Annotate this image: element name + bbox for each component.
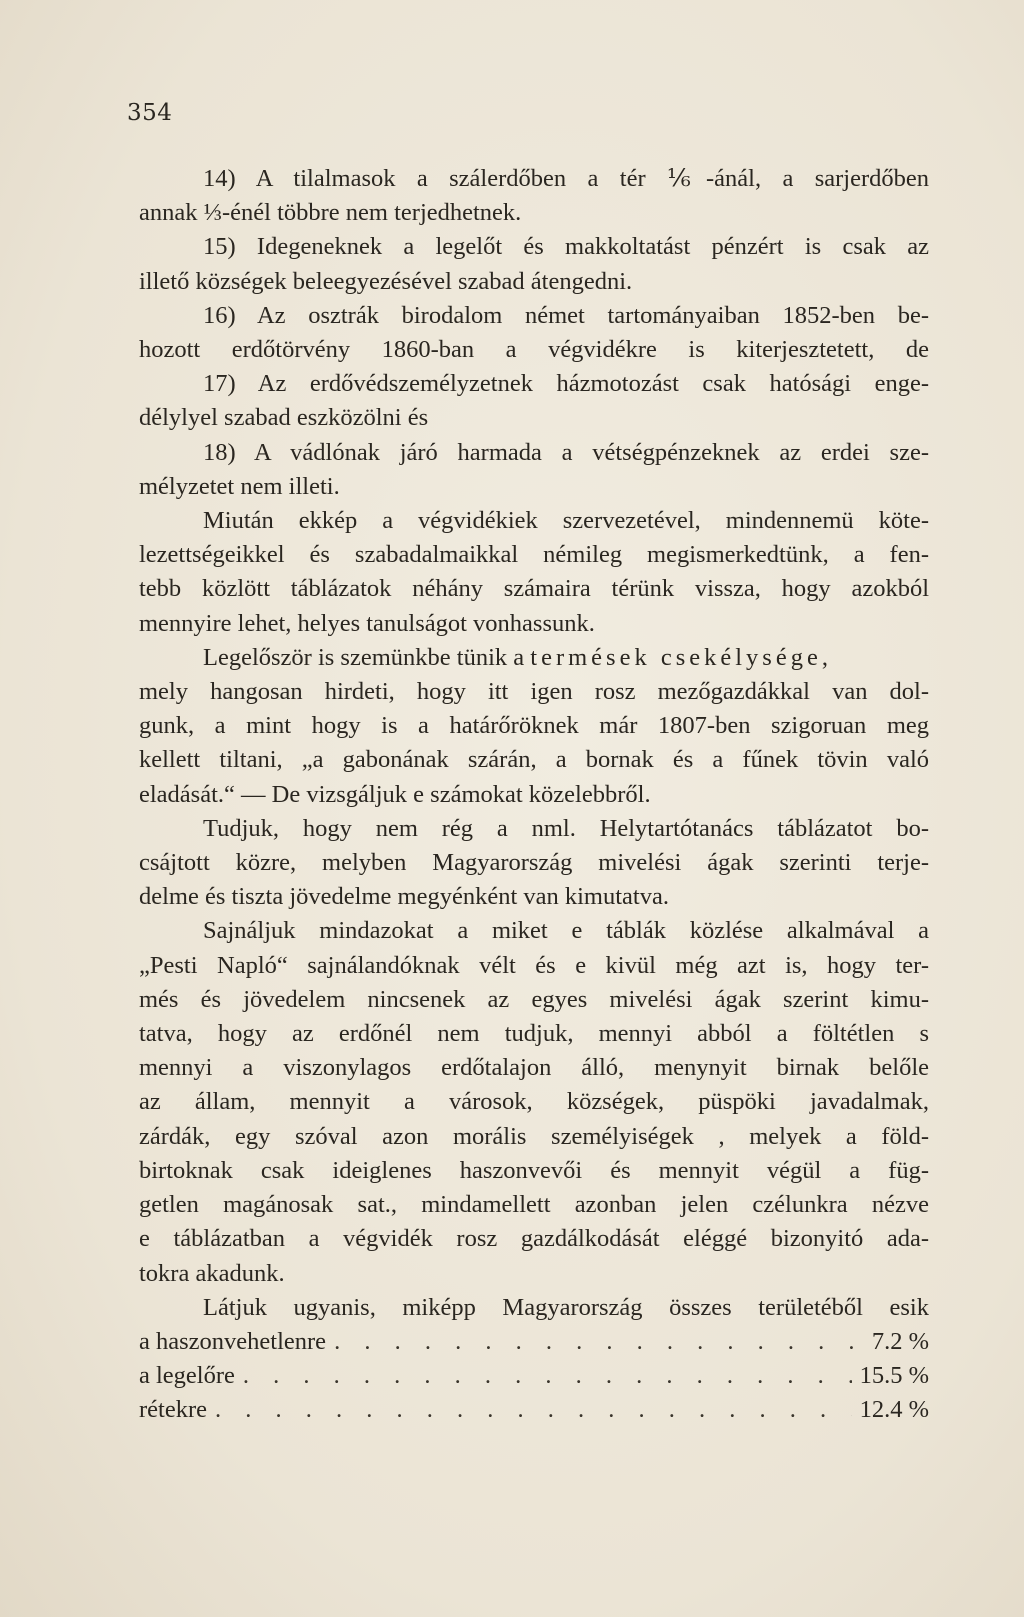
text-line: Látjuk ugyanis, miképp Magyarország összes területéből esik [203,1293,929,1321]
body-text [139,162,929,1428]
emphasized-text: termések csekélysége, [530,643,832,671]
text-line: illető községek beleegyezésével szabad átengedni. [139,267,633,295]
leader-dots [334,1325,864,1359]
text-line: lezettségeikkel és szabadalmaikkal némileg megismerkedtünk, a fen- [139,541,929,569]
text-line: hozott erdőtörvény 1860-ban a végvidékre is kiterjesztetett, de [139,336,929,364]
stat-value: 12.4 % [859,1396,929,1424]
text-line: 17) Az erdővédszemélyzetnek házmotozást csak hatósági enge- [203,370,929,398]
page-number: 354 [127,100,173,126]
text-line: birtoknak csak ideiglenes haszonvevői és mennyit végül a füg- [139,1156,929,1184]
stat-label: a haszonvehetlenre [139,1327,327,1355]
text-line: gunk, a mint hogy is a határőröknek már 1807-ben szigoruan meg [139,712,929,740]
stat-row [139,1359,929,1393]
text-line [139,641,929,675]
text-line: „Pesti Napló“ sajnálandóknak vélt és e kivül még azt is, hogy ter- [139,951,929,979]
text-line: tebb közlött táblázatok néhány számaira térünk vissza, hogy azokból [139,575,929,603]
text-line: délylyel szabad eszközölni és [139,404,429,432]
stat-label: a legelőre [139,1362,235,1390]
text-line: delme és tiszta jövedelme megyénként van kimutatva. [139,883,669,911]
text-line: tokra akadunk. [139,1259,285,1287]
text-line: zárdák, egy szóval azon morális személyiségek , melyek a föld- [139,1122,929,1150]
text-line: kellett tiltani, „a gabonának szárán, a bornak és a fűnek tövin való [139,746,929,774]
stat-row [139,1393,929,1427]
leader-dots [215,1393,852,1427]
text-line: eladását.“ — De vizsgáljuk e számokat közelebbről. [139,780,651,808]
text-line: més és jövedelem nincsenek az egyes mivelési ágak szerint kimu- [139,985,929,1013]
text-line: csájtott közre, melyben Magyarország mivelési ágak szerinti terje- [139,849,929,877]
stat-value: 15.5 % [859,1362,929,1390]
text-line: az állam, mennyit a városok, községek, püspöki javadalmak, [139,1088,929,1116]
stat-value: 7.2 % [871,1327,929,1355]
leader-dots [243,1359,852,1393]
text-line: Sajnáljuk mindazokat a miket e táblák közlése alkalmával a [203,917,929,945]
text-line: mely hangosan hirdeti, hogy itt igen rosz mezőgazdákkal van dol- [139,678,929,706]
text-line: 16) Az osztrák birodalom német tartományaiban 1852-ben be- [203,301,929,329]
stat-row [139,1325,929,1359]
text-line: Miután ekkép a végvidékiek szervezetével, mindennemü köte- [203,507,929,535]
text-line: getlen magánosak sat., mindamellett azonban jelen czélunkra nézve [139,1191,929,1219]
text-line: e táblázatban a végvidék rosz gazdálkodását eléggé bizonyitó ada- [139,1225,929,1253]
text-line: mennyire lehet, helyes tanulságot vonhassunk. [139,609,595,637]
text-line: annak ⅓-énél többre nem terjedhetnek. [139,199,522,227]
text-line: 14) A tilalmasok a szálerdőben a tér ⅙-ánál, a sarjerdőben [203,165,929,192]
text-line: mélyzetet nem illeti. [139,472,340,500]
text-line: 15) Idegeneknek a legelőt és makkoltatást pénzért is csak az [203,233,929,261]
text-fragment: Legelőször is szemünkbe tünik a [203,643,525,671]
text-line: mennyi a viszonylagos erdőtalajon álló, menynyit birnak belőle [139,1054,929,1082]
text-line: 18) A vádlónak járó harmada a vétségpénzeknek az erdei sze- [203,438,929,466]
text-line: tatva, hogy az erdőnél nem tudjuk, mennyi abból a föltétlen s [139,1020,929,1048]
text-line: Tudjuk, hogy nem rég a nml. Helytartótanács táblázatot bo- [203,814,929,842]
stat-label: rétekre [139,1396,207,1424]
